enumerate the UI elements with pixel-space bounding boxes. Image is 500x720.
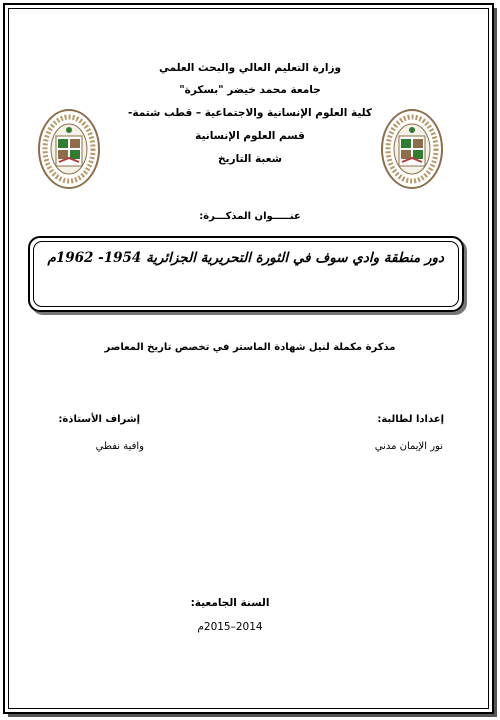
university-seal-left (37, 108, 101, 190)
thesis-title: دور منطقة وادي سوف في الثورة التحريرية الجزائرية 1954- 1962م (47, 250, 444, 266)
student-label: إعدادا لطالبة: (377, 414, 444, 425)
branch-name: شعبة التاريخ (218, 153, 282, 165)
university-seal-right (380, 108, 444, 190)
academic-year-value: 2014–2015م (197, 621, 263, 633)
thesis-title-box (28, 236, 464, 312)
page-shadow-bottom (8, 714, 497, 717)
supervisor-label: إشراف الأستاذة: (58, 414, 140, 425)
academic-year-label: السنة الجامعية: (190, 597, 270, 609)
ministry-name: وزارة التعليم العالي والبحث العلمي (158, 62, 342, 74)
faculty-name: كلية العلوم الإنسانية والاجتماعية – قطب شتمة- (127, 107, 373, 119)
supervisor-name: وافية نفطي (95, 441, 144, 452)
thesis-title-label: عنـــــوان المذكـــرة: (199, 211, 301, 222)
student-name: نور الإيمان مدني (374, 441, 443, 452)
page-shadow-right (494, 8, 497, 717)
thesis-subtitle: مذكرة مكملة لنيل شهادة الماستر في تخصص تاريخ المعاصر (104, 342, 396, 353)
department-name: قسم العلوم الإنسانية (195, 130, 305, 142)
university-name: جامعة محمد خيضر "بسكرة" (179, 84, 321, 96)
